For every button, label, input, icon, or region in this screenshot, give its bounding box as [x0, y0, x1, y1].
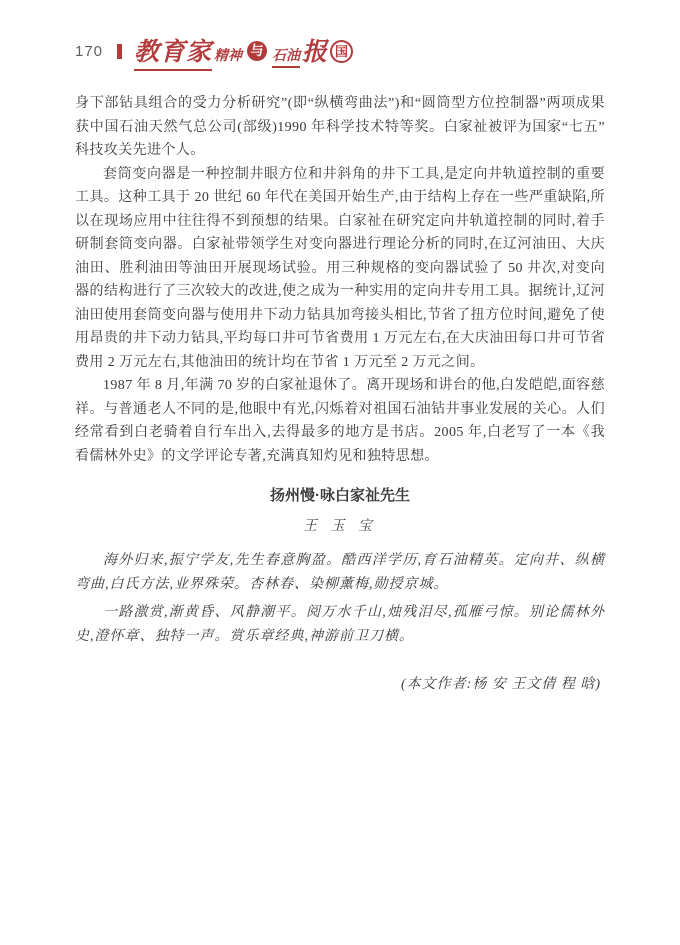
- attribution-line: (本文作者:杨 安 王文倩 程 晗): [401, 677, 601, 692]
- logo-yu-circle-badge: 与: [247, 41, 267, 61]
- page-number: 170: [75, 42, 104, 60]
- logo-text-spirit: 精神: [214, 48, 243, 64]
- poem-stanza-1: 海外归来,振宁学友,先生春意胸盈。酷西洋学历,育石油精英。定向井、纵横弯曲,白氏方法,业界殊荣。杏林春、染柳薰梅,勋授京城。: [75, 553, 605, 592]
- page-header: [75, 0, 605, 68]
- chapter-brand-logo: [134, 32, 353, 71]
- poem-stanza-2: 一路激赏,渐黄昏、风静潮平。阅万水千山,烛残泪尽,孤雁弓惊。别论儒林外史,澄怀章、独特一声。赏乐章经典,神游前卫刀横。: [75, 605, 605, 644]
- header-divider-bar: [117, 44, 122, 59]
- poem-author: 王 玉 宝: [303, 519, 377, 534]
- poem-body: [75, 549, 605, 649]
- paragraph-deflector-tool: 套筒变向器是一种控制井眼方位和井斜角的井下工具,是定向井轨道控制的重要工具。这种工具于 20 世纪 60 年代在美国开始生产,由于结构上存在一些严重缺陷,所以在现场应用中往往得不到预想的结果。白家祉在研究定向井轨道控制的同时,着手研制套筒变向器。白家祉带领学生对变向器进行理论分析的同时,在辽河油田、大庆油田、胜利油田等油田开展现场试验。用三种规格的变向器试验了 50 井次,对变向器的结构进行了三次较大的改进,使之成为一种实用的定向井专用工具。据统计,辽河油田使用套筒变向器与使用井下动力钻具加弯接头相比,节省了扭方位时间,避免了使用昂贵的井下动力钻具,平均每口井可节省费用 1 万元左右,在大庆油田每口井可节省费用 2 万元左右,其他油田的统计均在节省 1 万元至 2 万元之间。: [75, 166, 605, 370]
- paragraph-continuation: 身下部钻具组合的受力分析研究”(即“纵横弯曲法”)和“圆筒型方位控制器”两项成果获中国石油天然气总公司(部级)1990 年科学技术特等奖。白家祉被评为国家“七五”科技攻关先进个人。: [75, 96, 605, 158]
- logo-text-oil: 石油: [272, 45, 300, 68]
- logo-text-educator: 教育家: [134, 32, 212, 71]
- paragraph-retirement: 1987 年 8 月,年满 70 岁的白家祉退休了。离开现场和讲台的他,白发皑皑,面容慈祥。与普通老人不同的是,他眼中有光,闪烁着对祖国石油钻井事业发展的关心。人们经常看到白老骑着自行车出入,去得最多的地方是书店。2005 年,白老写了一本《我看儒林外史》的文学评论专著,充满真知灼见和独特思想。: [75, 378, 605, 464]
- poem-title: 扬州慢·咏白家祉先生: [270, 487, 410, 504]
- poem-section: [75, 484, 605, 649]
- logo-text-bao: 报: [302, 38, 329, 66]
- article-body: [75, 92, 605, 468]
- logo-guo-circle-badge: 国: [330, 40, 353, 63]
